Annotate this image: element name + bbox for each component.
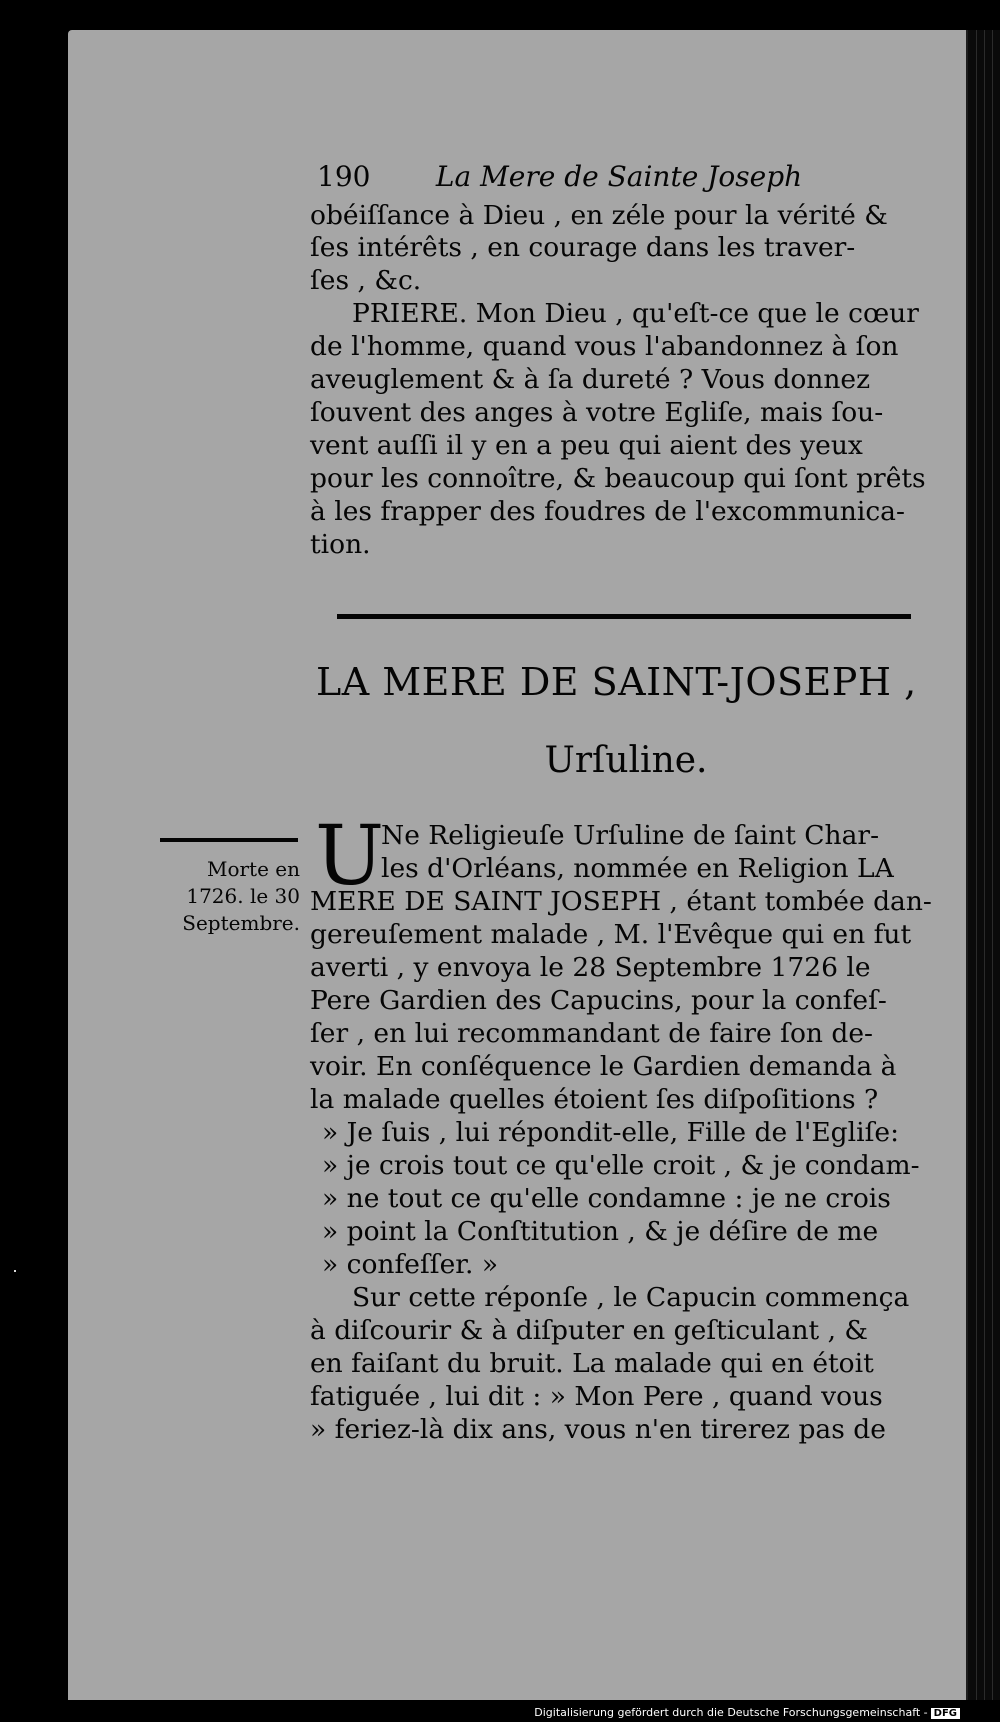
- text-line: pour les connoître, & beaucoup qui ſont prêts: [310, 463, 926, 494]
- text-line: en faiſant du bruit. La malade qui en étoit: [310, 1348, 874, 1379]
- text-line: ſouvent des anges à votre Egliſe, mais ſou-: [310, 397, 884, 428]
- text-line: » confeſſer. »: [322, 1249, 499, 1280]
- text-line: » feriez-là dix ans, vous n'en tirerez pas de: [310, 1414, 886, 1445]
- text-line: Sur cette réponſe , le Capucin commença: [352, 1282, 910, 1313]
- section-title: LA MERE DE SAINT-JOSEPH ,: [316, 660, 917, 704]
- text-line: les d'Orléans, nommée en Religion LA: [381, 853, 894, 884]
- section-divider: [337, 614, 911, 619]
- running-head: [317, 160, 802, 193]
- text-line: fatiguée , lui dit : » Mon Pere , quand vous: [310, 1381, 883, 1412]
- text-line: obéiſſance à Dieu , en zéle pour la vérité &: [310, 200, 888, 231]
- page-edge: [966, 30, 1000, 1700]
- text-line: vent auſſi il y en a peu qui aient des yeux: [310, 430, 863, 461]
- dfg-logo: DFG: [931, 1708, 960, 1719]
- text-line: à diſcourir & à diſputer en geſticulant , &: [310, 1315, 869, 1346]
- drop-cap: U: [315, 809, 385, 904]
- text-line: » point la Conſtitution , & je déſire de me: [322, 1216, 879, 1247]
- section-subtitle: Urſuline.: [544, 740, 708, 781]
- running-title: La Mere de Sainte Joseph: [435, 160, 803, 193]
- margin-rule: [160, 838, 298, 842]
- text-line: ſer , en lui recommandant de faire ſon de-: [310, 1018, 873, 1049]
- text-line: averti , y envoya le 28 Septembre 1726 le: [310, 952, 871, 983]
- margin-note: Morte en 1726. le 30 Septembre.: [182, 857, 300, 935]
- text-line: aveuglement & à ſa dureté ? Vous donnez: [310, 364, 871, 395]
- text-line: Ne Religieuſe Urſuline de ſaint Char-: [381, 820, 880, 851]
- page-number: 190: [317, 160, 371, 193]
- scan-speck: [14, 1270, 16, 1272]
- text-line: » je crois tout ce qu'elle croit , & je condam-: [322, 1150, 920, 1181]
- text-line: tion.: [310, 529, 371, 560]
- text-line: MERE DE SAINT JOSEPH , étant tombée dan-: [310, 886, 932, 917]
- funding-footer: [534, 1706, 960, 1719]
- text-line: PRIERE. Mon Dieu , qu'eſt-ce que le cœur: [352, 298, 919, 329]
- text-line: de l'homme, quand vous l'abandonnez à ſon: [310, 331, 899, 362]
- text-line: gereuſement malade , M. l'Evêque qui en fut: [310, 919, 912, 950]
- text-line: ſes intérêts , en courage dans les traver-: [310, 232, 856, 263]
- text-line: Pere Gardien des Capucins, pour la confeſ-: [310, 985, 887, 1016]
- text-line: ſes , &c.: [310, 265, 422, 296]
- text-line: » ne tout ce qu'elle condamne : je ne crois: [322, 1183, 891, 1214]
- text-line: » Je ſuis , lui répondit-elle, Fille de l'Egliſe:: [322, 1117, 899, 1148]
- text-line: voir. En conſéquence le Gardien demanda à: [310, 1051, 897, 1082]
- footer-text: Digitalisierung gefördert durch die Deutsche Forschungsgemeinschaft -: [534, 1706, 928, 1719]
- text-line: la malade quelles étoient ſes diſpoſitions ?: [310, 1084, 879, 1115]
- text-line: à les frapper des foudres de l'excommunica-: [310, 496, 905, 527]
